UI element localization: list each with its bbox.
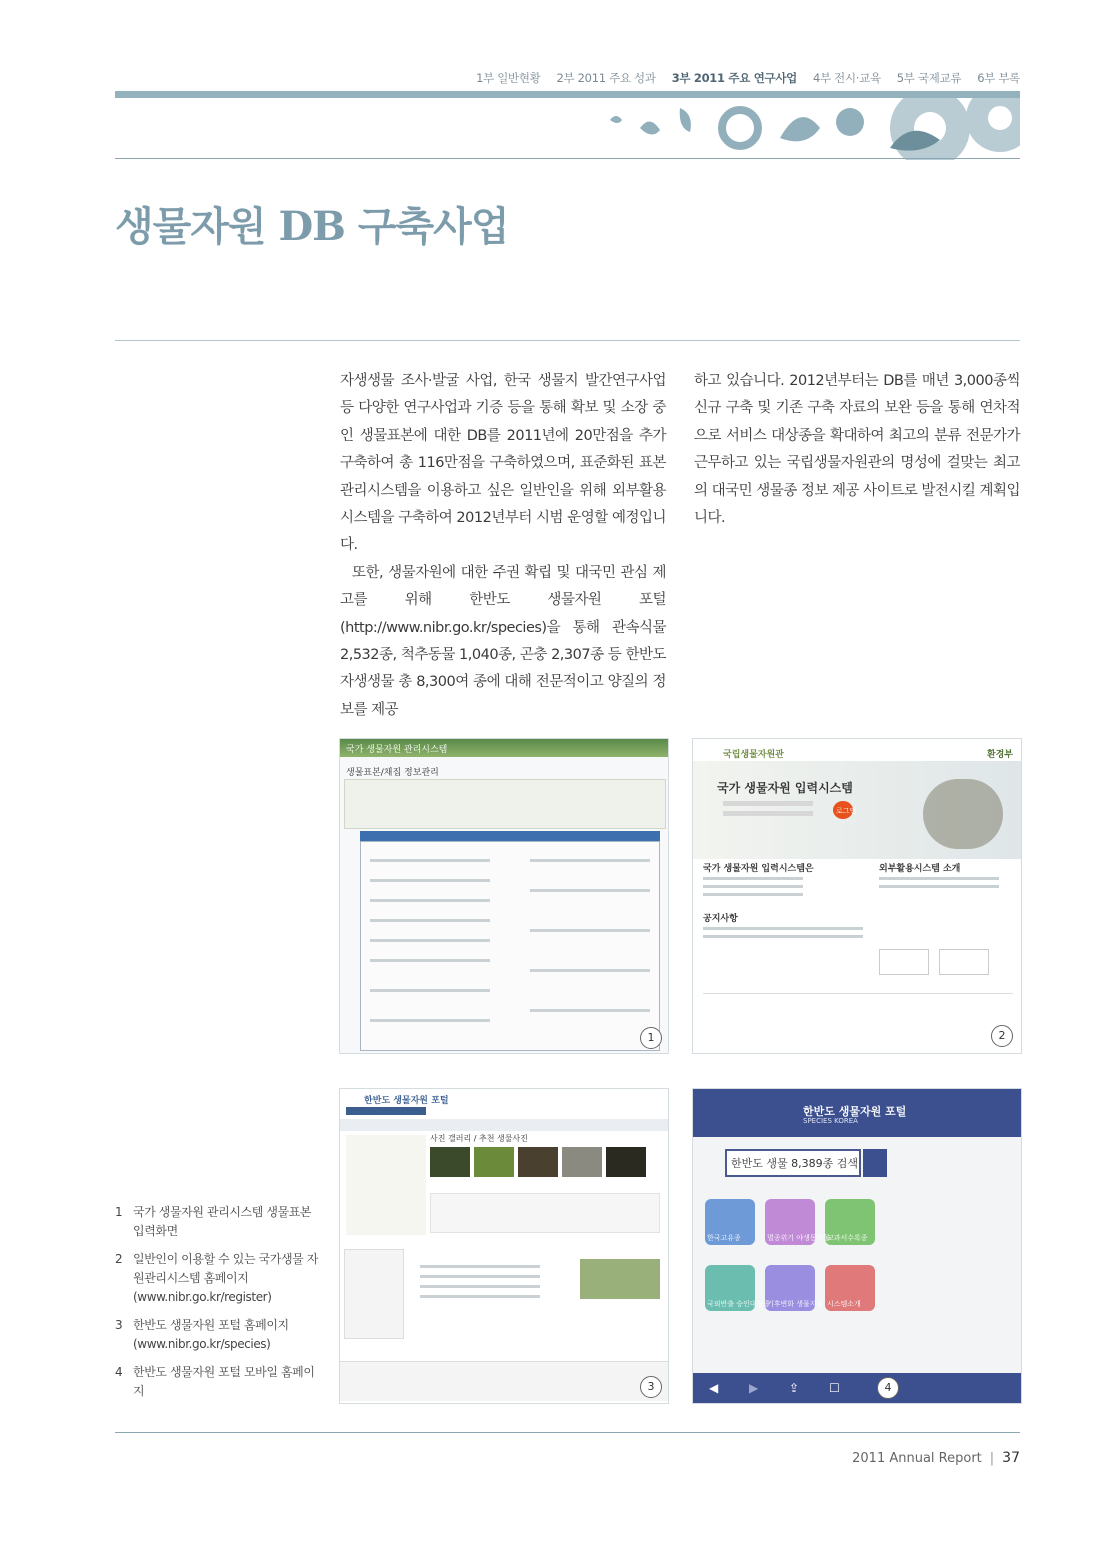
intro-heading: 국가 생물자원 입력시스템은 <box>703 864 814 874</box>
screenshot-management-system <box>339 738 669 1054</box>
portal-menu <box>340 1119 669 1131</box>
footer-info <box>703 993 1013 1017</box>
figure-captions <box>115 1203 325 1410</box>
nav-item-4[interactable]: 4부 전시·교육 <box>812 71 881 85</box>
nav-item-6[interactable]: 6부 부록 <box>977 71 1020 85</box>
header-underline <box>115 158 1020 159</box>
header-rule <box>115 91 1020 98</box>
body-paragraph-3: 하고 있습니다. 2012년부터는 DB를 매년 3,000종씩 신규 구축 및 기존 구축 자료의 보완 등을 통해 연차적으로 서비스 대상종을 확대하여 최고의 분류 전문가가 근무하고 있는 국립생물자원관의 명성에 걸맞는 최고의 대국민 생물종 정보 제공 사이트로 발전시킬 계획입니다. <box>694 373 1020 527</box>
caption-1: 1 국가 생물자원 관리시스템 생물표본 입력화면 <box>115 1205 312 1238</box>
report-title: 2011 Annual Report <box>852 1451 982 1466</box>
gallery-heading: 사진 갤러리 / 추천 생물사진 <box>430 1134 528 1143</box>
nav-item-3[interactable]: 3부 2011 주요 연구사업 <box>671 71 797 85</box>
section-title: 생물표본/채집 정보관리 <box>346 768 439 778</box>
portal-logo: 한반도 생물자원 포털 <box>364 1096 449 1106</box>
tree-panel <box>344 1249 404 1339</box>
search-input[interactable] <box>346 1107 426 1115</box>
footer-rule <box>115 1432 1020 1433</box>
page-title: 생물자원 DB 구축사업 <box>115 203 509 250</box>
back-icon[interactable]: ◀ <box>709 1381 719 1395</box>
mobile-portal-title: 한반도 생물자원 포털 <box>803 1105 907 1118</box>
photo-decoration <box>923 779 1003 849</box>
title-rule <box>115 340 1020 341</box>
figure-badge-2: 2 <box>991 1025 1013 1047</box>
system-heading: 국가 생물자원 입력시스템 <box>717 781 853 795</box>
mobile-portal-en: SPECIES KOREA <box>803 1117 858 1125</box>
nibr-logo: 국립생물자원관 <box>723 750 784 760</box>
search-panel <box>344 779 666 829</box>
nav-item-5[interactable]: 5부 국제교류 <box>896 71 962 85</box>
share-icon[interactable]: ⇪ <box>789 1381 800 1395</box>
body-column-2 <box>694 368 1020 532</box>
bookmarks-icon[interactable]: ☐ <box>829 1381 840 1395</box>
body-paragraph-2: 또한, 생물자원에 대한 주권 확립 및 대국민 관심 제고를 위해 한반도 생물자원 포털(http://www.nibr.go.kr/species)을 통해 관속식물 2,532종, 척추동물 1,040종, 곤충 2,307종 등 한반도 자생생물 총 8,300여 종에 대해 전문적이고 양질의 정보를 제공 <box>340 564 666 718</box>
body-paragraph-1: 자생생물 조사·발굴 사업, 한국 생물지 발간연구사업 등 다양한 연구사업과 기증 등을 통해 확보 및 소장 중인 생물표본에 대한 DB를 2011년에 20만점을 추가 구축하여 총 116만점을 구축하였으며, 표준화된 표본 관리시스템을 이용하고 싶은 일반인을 위해 외부활용 시스템을 구축하여 2012년부터 시범 운영할 예정입니다. <box>340 373 666 554</box>
figure-badge-4: 4 <box>877 1377 899 1399</box>
section-nav <box>476 70 1020 86</box>
mobile-toolbar <box>693 1373 1022 1404</box>
mascot-illustration <box>346 1135 426 1235</box>
screenshot-register-homepage: 국립생물자원관 환경부 국가 생물자원 입력시스템 로그인 국가 생물자원 입력시스템은 외부활용시스템 소개 공지사항 2 <box>692 738 1022 1054</box>
caption-2: 2 일반인이 이용할 수 있는 국가생물 자원관리시스템 홈페이지 (www.nibr.go.kr/register) <box>115 1252 318 1304</box>
screenshot-mobile-portal: 한반도 생물자원 포털 SPECIES KOREA 한반도 생물 8,389종 검색 한국고유종 멸종위기 야생동식물 교과서수록종 국외반출 승인대상종 기후변화 생물지표 시스템소개 ◀ ▶ ⇪ ☐ 4 <box>692 1088 1022 1404</box>
category-icons <box>430 1193 660 1233</box>
ministry-logo: 환경부 <box>986 750 1013 760</box>
app-title: 국가 생물자원 관리시스템 <box>346 745 448 755</box>
nav-item-2[interactable]: 2부 2011 주요 성과 <box>556 71 656 85</box>
forward-icon[interactable]: ▶ <box>749 1381 759 1395</box>
banner-image <box>580 1259 660 1299</box>
figure-badge-3: 3 <box>640 1376 662 1398</box>
notice-heading: 공지사항 <box>703 914 738 924</box>
caption-4: 4 한반도 생물자원 포털 모바일 홈페이지 <box>115 1365 315 1398</box>
dialog-titlebar <box>360 831 660 841</box>
quick-link-1[interactable] <box>879 949 929 975</box>
screenshot-species-portal <box>339 1088 669 1404</box>
nav-item-1[interactable]: 1부 일반현황 <box>476 71 541 85</box>
page-number: 37 <box>1002 1450 1020 1466</box>
page-footer: 2011 Annual Report | 37 <box>852 1450 1020 1466</box>
portal-footer <box>340 1361 669 1401</box>
body-column-1 <box>340 368 666 724</box>
gear-decoration-icon <box>600 98 1020 160</box>
caption-3: 3 한반도 생물자원 포털 홈페이지 (www.nibr.go.kr/species) <box>115 1318 289 1351</box>
about-heading: 외부활용시스템 소개 <box>879 864 961 874</box>
search-icon[interactable] <box>863 1149 887 1177</box>
figure-badge-1: 1 <box>640 1027 662 1049</box>
quick-link-2[interactable] <box>939 949 989 975</box>
